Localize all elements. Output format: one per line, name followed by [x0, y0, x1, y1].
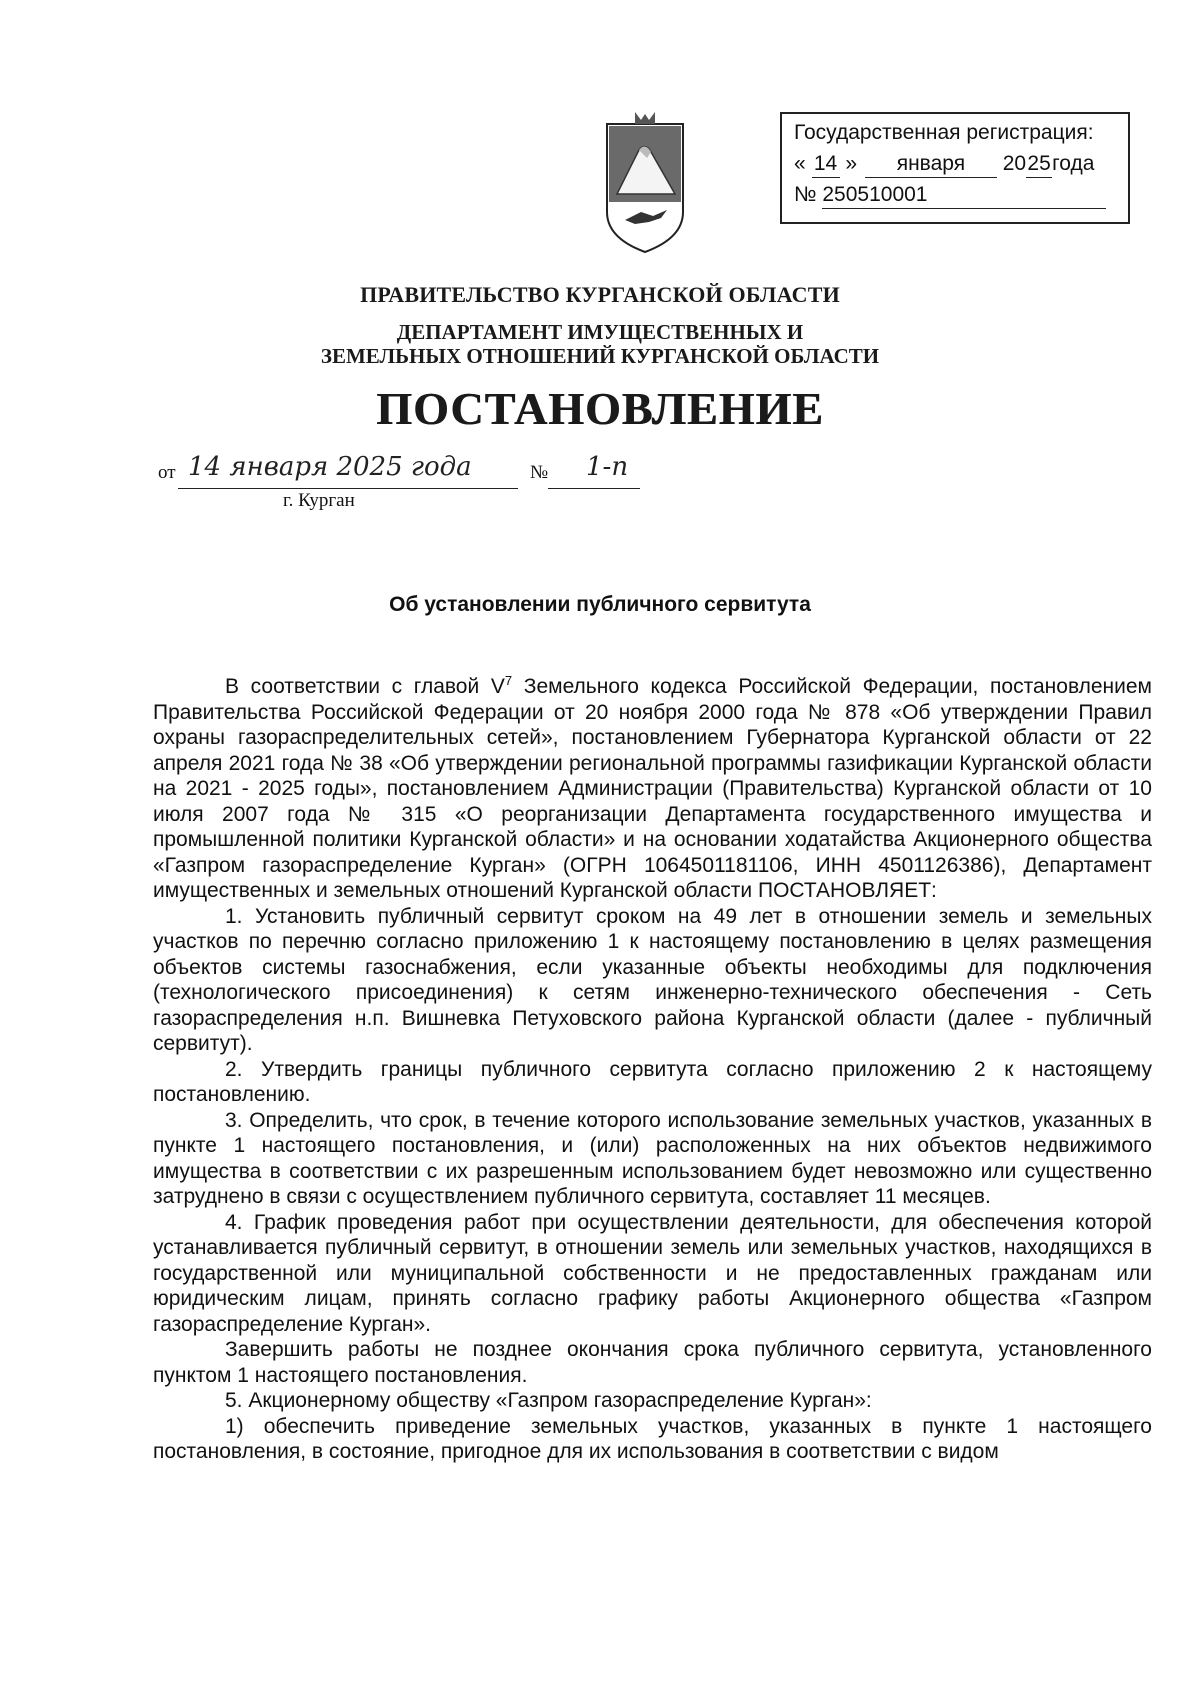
paragraph-item-4: 4. График проведения работ при осуществлении деятельности, для обеспечения которой устанавливается публичный сервитут, в отношении земель или земельных участков, находящихся в государственной или муниципальной собственности и не предоставленных гражданам или юридическим лицам, принять согласно графику работы Акционерного общества «Газпром газораспределение Курган».	[153, 1210, 1152, 1336]
registration-month: января	[865, 151, 997, 178]
date-from-label: от	[158, 462, 176, 483]
registration-year-word: года	[1052, 152, 1095, 175]
document-subject: Об установлении публичного сервитута	[389, 593, 811, 616]
preamble-superscript: 7	[504, 673, 513, 688]
date-underline	[178, 488, 518, 489]
date-number-line	[158, 452, 629, 484]
registration-day: 14	[812, 151, 840, 178]
paragraph-item-1: 1. Установить публичный сервитут сроком на 49 лет в отношении земель и земельных участков по перечню согласно приложению 1 к настоящему постановлению в целях размещения объектов системы газоснабжения, если указанные объекты необходимы для подключения (технологического присоединения) к сетям инженерно-технического обеспечения - Сеть газораспределения н.п. Вишневка Петуховского района Курганской области (далее - публичный сервитут).	[153, 904, 1152, 1055]
paragraph-item-5-1: 1) обеспечить приведение земельных участков, указанных в пункте 1 настоящего постановления, в состояние, пригодное для их использования в соответствии с видом	[153, 1414, 1152, 1463]
number-label: №	[530, 462, 549, 483]
registration-day-open: «	[794, 152, 806, 175]
paragraph-preamble	[153, 668, 1152, 904]
paragraph-item-4-completion: Завершить работы не позднее окончания срока публичного сервитута, установленного пунктом 1 настоящего постановления.	[153, 1338, 1152, 1387]
registration-number: 250510001	[822, 182, 1106, 209]
date-handwritten: 14 января 2025 года	[188, 452, 472, 482]
coat-of-arms-icon	[595, 112, 695, 260]
city-label: г. Курган	[283, 490, 355, 511]
document-type-title: ПОСТАНОВЛЕНИЕ	[376, 383, 824, 434]
preamble-text-start: В соответствии с главой V	[225, 675, 505, 698]
number-handwritten: 1-п	[586, 452, 629, 482]
registration-label: Государственная регистрация:	[794, 121, 1094, 144]
registration-year-suffix: 25	[1026, 151, 1052, 178]
department-heading-line2: ЗЕМЕЛЬНЫХ ОТНОШЕНИЙ КУРГАНСКОЙ ОБЛАСТИ	[320, 344, 880, 368]
registration-box	[780, 112, 1130, 224]
registration-number-sign: №	[794, 183, 817, 206]
registration-year-prefix: 20	[1002, 152, 1027, 175]
document-body	[153, 668, 1152, 1465]
government-heading: ПРАВИТЕЛЬСТВО КУРГАНСКОЙ ОБЛАСТИ	[360, 282, 840, 307]
department-heading-line1: ДЕПАРТАМЕНТ ИМУЩЕСТВЕННЫХ И	[396, 320, 804, 344]
paragraph-item-2: 2. Утвердить границы публичного сервитута согласно приложению 2 к настоящему постановлению.	[153, 1057, 1152, 1106]
preamble-text-rest: Земельного кодекса Российской Федерации, постановлением Правительства Российской Федерации от 20 ноября 2000 года № 878 «Об утверждении Правил охраны газораспределительных сетей», постановлением Губернатора Курганской области от 22 апреля 2021 года № 38 «Об утверждении региональной программы газификации Курганской области на 2021 - 2025 годы», постановлением Администрации (Правительства) Курганской области от 10 июля 2007 года № 315 «О реорганизации Департамента государственного имущества и промышленной политики Курганской области» и на основании ходатайства Акционерного общества «Газпром газораспределение Курган» (ОГРН 1064501181106, ИНН 4501126386), Департамент имущественных и земельных отношений Курганской области ПОСТАНОВЛЯЕТ:	[153, 675, 1152, 902]
number-underline	[548, 488, 640, 489]
registration-day-close: »	[845, 152, 858, 175]
paragraph-item-3: 3. Определить, что срок, в течение которого использование земельных участков, указанных в пункте 1 настоящего постановления, и (или) расположенных на них объектов недвижимого имущества в соответствии с их разрешенным использованием будет невозможно или существенно затруднено в связи с осуществлением публичного сервитута, составляет 11 месяцев.	[153, 1108, 1152, 1208]
paragraph-item-5: 5. Акционерному обществу «Газпром газораспределение Курган»:	[225, 1389, 872, 1412]
